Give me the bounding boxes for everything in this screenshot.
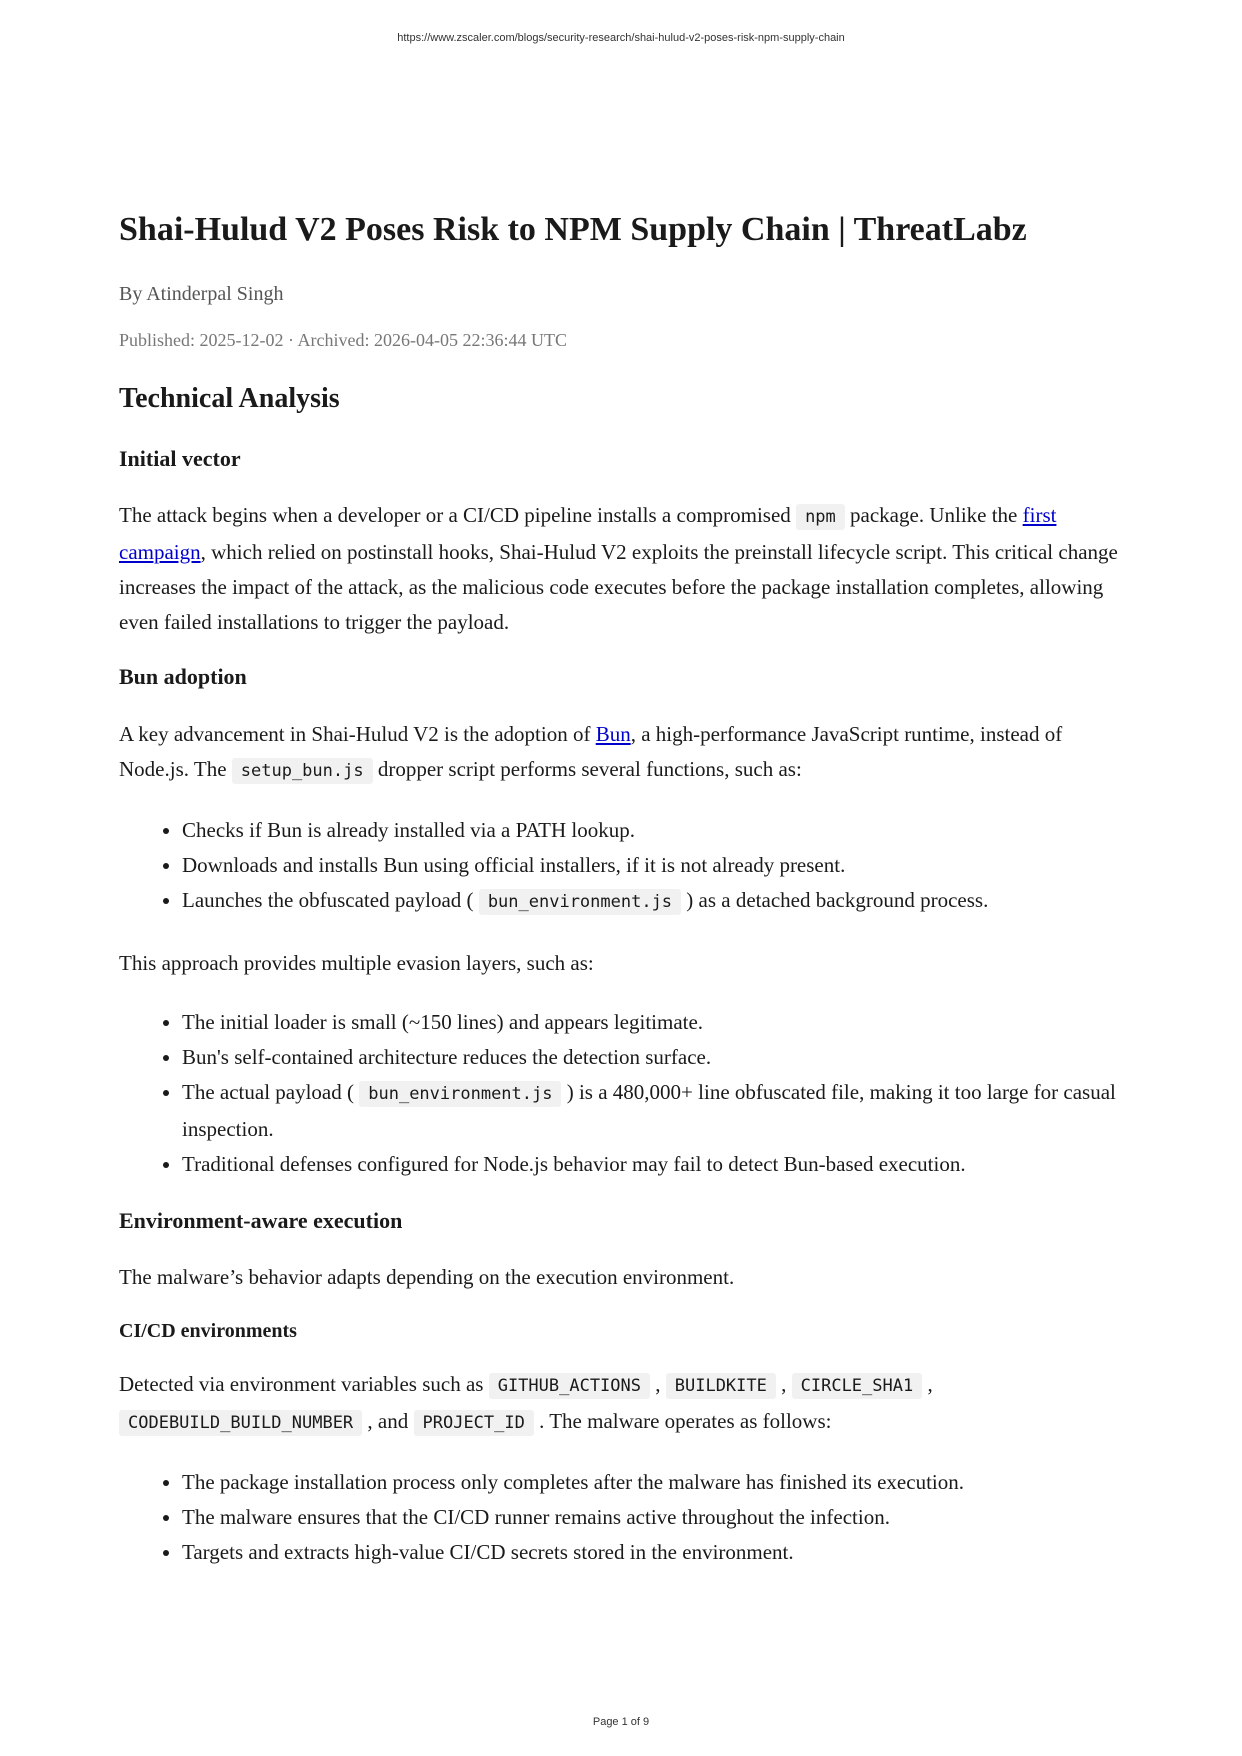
list-item: • Traditional defenses configured for Node.js behavior may fail to detect Bun-based execution. [182,1147,1124,1182]
text-span: The attack begins when a developer or a CI/CD pipeline installs a compromised [119,503,797,528]
list-item: • Checks if Bun is already installed via a PATH lookup. [182,813,1124,848]
page-footer: Page 1 of 9 [592,1716,650,1728]
list-item: • Bun's self-contained architecture reduces the detection surface. [182,1040,1124,1075]
list-item: • Downloads and installs Bun using official installers, if it is not already present. [182,848,1124,883]
heading-cicd-environments: CI/CD environments [119,1319,297,1342]
inline-code-buildkite: BUILDKITE [666,1373,776,1399]
page-url: https://www.zscaler.com/blogs/security-research/shai-hulud-v2-poses-risk-npm-supply-chain [397,32,845,44]
list-item: • The malware ensures that the CI/CD runner remains active throughout the infection. [182,1500,1124,1535]
paragraph-evasion: This approach provides multiple evasion layers, such as: [119,950,594,975]
list-item: • The package installation process only completes after the malware has finished its execution. [182,1465,1124,1500]
text-span: , [922,1371,933,1396]
text-span: A key advancement in Shai-Hulud V2 is the adoption of [119,721,596,746]
inline-code-codebuild-build-number: CODEBUILD_BUILD_NUMBER [119,1410,362,1436]
inline-code-npm: npm [796,504,845,530]
list-item: • Targets and extracts high-value CI/CD secrets stored in the environment. [182,1535,1124,1570]
heading-bun-adoption: Bun adoption [119,664,247,690]
text-span: Launches the obfuscated payload ( [182,887,479,912]
inline-code-project-id: PROJECT_ID [414,1410,534,1436]
inline-code-bun-environment: bun_environment.js [359,1081,561,1107]
text-span: ) is a 480,000+ line obfuscated file, making it too large for casual inspection. [182,1079,1116,1141]
list-item [182,883,1124,920]
text-span: , which relied on postinstall hooks, Shai-Hulud V2 exploits the preinstall lifecycle script. This critical change increases the impact of the attack, as the malicious code executes before the package installation completes, allowing even failed installations to trigger the payload. [119,540,1118,635]
paragraph-environment-aware: The malware’s behavior adapts depending on the execution environment. [119,1264,735,1289]
link-bun[interactable]: Bun [595,721,631,746]
article-byline: By Atinderpal Singh [119,282,284,305]
inline-code-github-actions: GITHUB_ACTIONS [489,1373,650,1399]
text-span: . The malware operates as follows: [533,1408,832,1433]
paragraph-bun-adoption [119,717,1124,789]
text-span: Detected via environment variables such as [119,1371,489,1396]
text-span: The actual payload ( [182,1079,360,1104]
article-meta: Published: 2025-12-02 · Archived: 2026-04-05 22:36:44 UTC [119,329,567,350]
text-span: ) as a detached background process. [681,887,989,912]
article-content [119,210,1124,1596]
link-first-campaign[interactable]: first campaign [119,503,1057,565]
text-span: package. Unlike the [844,503,1023,528]
text-span: , [775,1371,792,1396]
list-dropper-functions [119,813,1124,920]
inline-code-circle-sha1: CIRCLE_SHA1 [792,1373,923,1399]
paragraph-initial-vector [119,498,1124,640]
paragraph-cicd-detection [119,1367,1124,1441]
text-span: dropper script performs several functions, such as: [372,756,802,781]
article-title: Shai-Hulud V2 Poses Risk to NPM Supply Chain | ThreatLabz [119,211,1027,248]
list-evasion-layers [119,1005,1124,1182]
list-item: • The initial loader is small (~150 lines) and appears legitimate. [182,1005,1124,1040]
text-span: , and [362,1408,414,1433]
inline-code-bun-environment: bun_environment.js [479,889,681,915]
inline-code-setup-bun: setup_bun.js [232,758,373,784]
list-cicd-behavior [119,1465,1124,1570]
text-span: , a high-performance JavaScript runtime, instead of Node.js. The [119,721,1063,781]
section-title: Technical Analysis [119,383,340,415]
list-item [182,1075,1124,1147]
text-span: , [650,1371,666,1396]
heading-environment-aware: Environment-aware execution [119,1207,403,1233]
heading-initial-vector: Initial vector [119,445,241,471]
